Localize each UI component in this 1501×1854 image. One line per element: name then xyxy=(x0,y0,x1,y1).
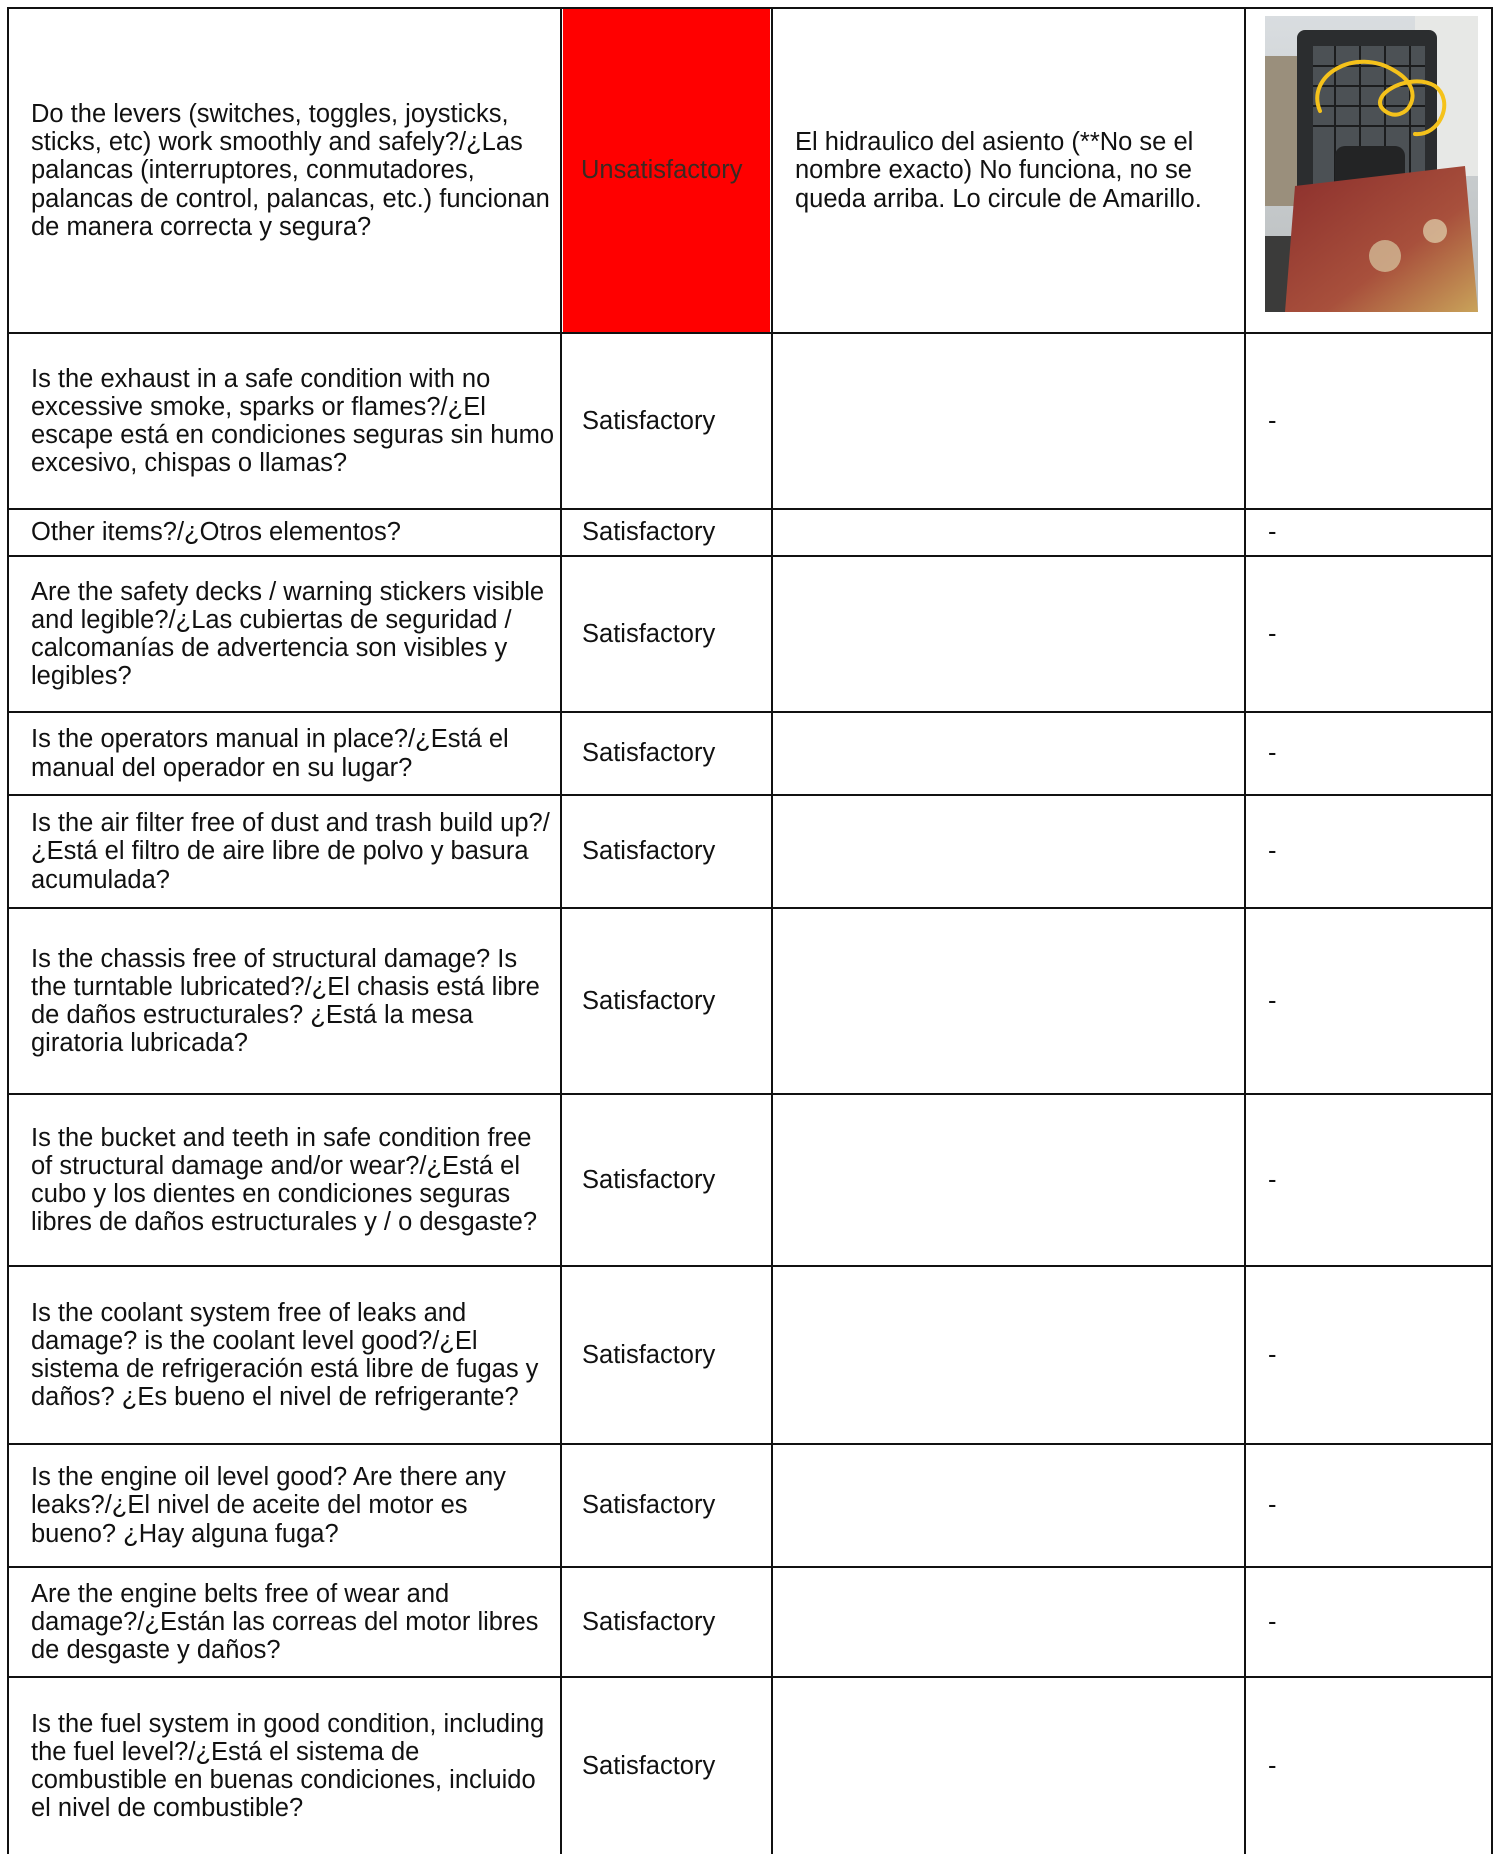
photo-placeholder: - xyxy=(1268,1491,1277,1520)
status-cell xyxy=(562,1568,771,1676)
photo-placeholder: - xyxy=(1268,1165,1277,1194)
question-text: Is the chassis free of structural damage? Is the turntable lubricated?/¿El chasis está libre de daños estructurales? ¿Está la mesa giratoria lubricada? xyxy=(31,944,540,1058)
comment-cell xyxy=(773,334,1244,508)
comment-cell xyxy=(773,796,1244,907)
status-text: Satisfactory xyxy=(582,518,716,547)
status-text: Satisfactory xyxy=(582,1165,716,1194)
status-cell xyxy=(562,909,771,1093)
comment-text: El hidraulico del asiento (**No se el nombre exacto) No funciona, no se queda arriba. Lo circule de Amarillo. xyxy=(795,128,1202,213)
status-cell xyxy=(562,1678,771,1854)
question-text: Are the safety decks / warning stickers visible and legible?/¿Las cubiertas de seguridad / calcomanías de advertencia son visibles y legibles? xyxy=(31,577,545,691)
photo-placeholder: - xyxy=(1268,837,1277,866)
status-text: Satisfactory xyxy=(582,619,716,648)
status-text: Satisfactory xyxy=(582,1607,716,1636)
comment-cell xyxy=(773,909,1244,1093)
status-text: Satisfactory xyxy=(582,1751,716,1780)
question-text: Other items?/¿Otros elementos? xyxy=(31,518,401,547)
comment-cell xyxy=(773,1445,1244,1566)
photo-cell xyxy=(1246,510,1493,555)
comment-cell xyxy=(773,1267,1244,1443)
photo-placeholder: - xyxy=(1268,406,1277,435)
photo-placeholder: - xyxy=(1268,518,1277,547)
comment-cell xyxy=(773,713,1244,794)
status-text: Satisfactory xyxy=(582,1491,716,1520)
photo-cell xyxy=(1246,1095,1493,1265)
status-cell xyxy=(562,796,771,907)
status-text: Unsatisfactory xyxy=(581,156,743,185)
status-cell xyxy=(562,1445,771,1566)
photo-placeholder: - xyxy=(1268,1340,1277,1369)
photo-cell xyxy=(1246,713,1493,794)
inspection-photo xyxy=(1265,16,1478,312)
question-cell xyxy=(9,9,560,332)
status-text: Satisfactory xyxy=(582,1340,716,1369)
photo-cell xyxy=(1246,1267,1493,1443)
question-text: Is the engine oil level good? Are there any leaks?/¿El nivel de aceite del motor es bueno? ¿Hay alguna fuga? xyxy=(31,1463,506,1548)
question-cell xyxy=(9,1267,560,1443)
question-text: Is the fuel system in good condition, including the fuel level?/¿Está el sistema de combustible en buenas condiciones, incluido el nivel de combustible? xyxy=(31,1709,545,1823)
status-cell xyxy=(562,713,771,794)
status-cell xyxy=(562,1095,771,1265)
comment-cell xyxy=(773,1568,1244,1676)
question-cell xyxy=(9,796,560,907)
question-cell xyxy=(9,334,560,508)
photo-placeholder: - xyxy=(1268,739,1277,768)
status-cell xyxy=(562,1267,771,1443)
photo-cell xyxy=(1246,557,1493,711)
photo-cell xyxy=(1246,334,1493,508)
question-text: Is the exhaust in a safe condition with no excessive smoke, sparks or flames?/¿El escape está en condiciones seguras sin humo excesivo, chispas o llamas? xyxy=(31,364,555,478)
question-cell xyxy=(9,1095,560,1265)
photo-cell xyxy=(1246,1445,1493,1566)
question-text: Are the engine belts free of wear and damage?/¿Están las correas del motor libres de desgaste y daños? xyxy=(31,1579,539,1665)
question-cell xyxy=(9,909,560,1093)
comment-cell xyxy=(773,1095,1244,1265)
comment-cell xyxy=(773,510,1244,555)
question-text: Is the operators manual in place?/¿Está el manual del operador en su lugar? xyxy=(31,725,509,782)
question-cell xyxy=(9,1445,560,1566)
status-text: Satisfactory xyxy=(582,986,716,1015)
photo-placeholder: - xyxy=(1268,1751,1277,1780)
question-text: Do the levers (switches, toggles, joysticks, sticks, etc) work smoothly and safely?/¿Las palancas (interruptores, conmutadores, palancas de control, palancas, etc.) funcionan de manera correcta y segura? xyxy=(31,100,550,241)
question-text: Is the coolant system free of leaks and damage? is the coolant level good?/¿El sistema de refrigeración está libre de fugas y daños? ¿Es bueno el nivel de refrigerante? xyxy=(31,1298,539,1412)
photo-placeholder: - xyxy=(1268,619,1277,648)
question-text: Is the air filter free of dust and trash build up?/¿Está el filtro de aire libre de polvo y basura acumulada? xyxy=(31,809,550,894)
photo-placeholder: - xyxy=(1268,1607,1277,1636)
photo-cell xyxy=(1246,796,1493,907)
photo-cell xyxy=(1246,1568,1493,1676)
photo-cell xyxy=(1246,1678,1493,1854)
comment-cell xyxy=(773,1678,1244,1854)
comment-cell xyxy=(773,557,1244,711)
question-text: Is the bucket and teeth in safe condition free of structural damage and/or wear?/¿Está el cubo y los dientes en condiciones seguras libres de daños estructurales y / o desgaste? xyxy=(31,1123,538,1237)
skid-steer-cab-photo xyxy=(1265,16,1478,312)
comment-cell xyxy=(773,9,1244,332)
question-cell xyxy=(9,557,560,711)
status-cell-unsatisfactory xyxy=(563,9,770,332)
status-cell xyxy=(562,334,771,508)
status-text: Satisfactory xyxy=(582,406,716,435)
status-cell xyxy=(562,510,771,555)
question-cell xyxy=(9,1678,560,1854)
status-text: Satisfactory xyxy=(582,739,716,768)
status-text: Satisfactory xyxy=(582,837,716,866)
question-cell xyxy=(9,510,560,555)
question-cell xyxy=(9,713,560,794)
photo-placeholder: - xyxy=(1268,986,1277,1015)
photo-cell xyxy=(1246,909,1493,1093)
question-cell xyxy=(9,1568,560,1676)
status-cell xyxy=(562,557,771,711)
